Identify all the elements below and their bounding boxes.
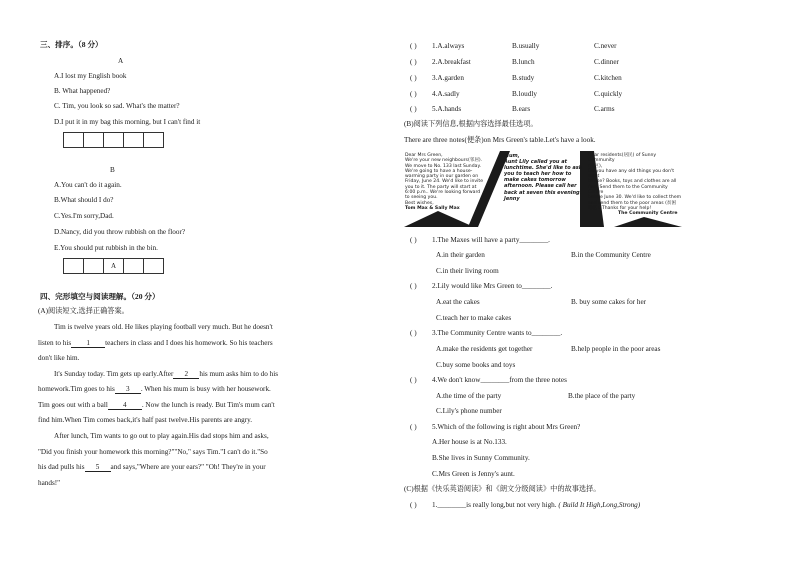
answer-box[interactable] (63, 132, 84, 148)
blank-5[interactable]: 5 (85, 464, 111, 472)
group-a-line: D.I put it in my bag this morning, but I can't find it (54, 118, 201, 126)
passage-line: "Did you finish your homework this morning?""No," says Tim."I can't do it."So (38, 448, 268, 456)
blank-1[interactable]: 1 (71, 340, 105, 348)
note-neighbours: Dear Mrs Green, We're your new neighbours(邻居). We move to No. 133 last Sunday. We're going to have a house- warming party in our garden on Friday, June 24. We'd like to invite you to it. The party will start at 6:00 p.m.. We're looking forward to seeing you. Best wishes, Tom Max & Sally Max (405, 153, 484, 211)
answer-box[interactable] (83, 132, 104, 148)
passage-line: Tim goes out with a ball 4 . Now the lunch is ready. But Tim's mum can't (38, 401, 275, 409)
choice-option[interactable]: C.never (594, 42, 617, 50)
answer-box[interactable] (103, 132, 124, 148)
choice-option[interactable]: C.kitchen (594, 74, 622, 82)
group-b-line: B.What should I do? (54, 196, 114, 204)
section3-title: 三、排序。（8 分） (40, 40, 103, 49)
answer-box[interactable]: A (103, 258, 124, 274)
answer-bracket[interactable]: ( ) (410, 42, 417, 50)
part-c-question: 1.________is really long,but not very high. ( Build It High,Long,Strong) (432, 501, 641, 509)
question-option[interactable]: C.buy some books and toys (436, 361, 516, 369)
question-blank[interactable]: ________ (531, 329, 561, 337)
question-option[interactable]: A.eat the cakes (436, 298, 480, 306)
group-a-line: B. What happened? (54, 87, 111, 95)
answer-box[interactable] (143, 258, 164, 274)
passage-line: After lunch, Tim wants to go out to play again.His dad stops him and asks, (54, 432, 269, 440)
group-a-label: A (118, 57, 124, 65)
passage-line: It's Sunday today. Tim gets up early.After 2 his mum asks him to do his (54, 370, 279, 378)
notes-image (404, 151, 682, 227)
choice-option[interactable]: 1.A.always (432, 42, 465, 50)
choice-option[interactable]: B.study (512, 74, 535, 82)
answer-bracket[interactable]: ( ) (410, 329, 417, 337)
question-option[interactable]: C.Mrs Green is Jenny's aunt. (432, 470, 515, 478)
passage-line: find him.When Tim comes back,it's half past twelve.His parents are angry. (38, 416, 253, 424)
choice-option[interactable]: B.loudly (512, 90, 537, 98)
part-a-instruction: (A)阅读短文,选择正确答案。 (38, 307, 129, 315)
group-b-label: B (110, 166, 115, 174)
question-option[interactable]: B. buy some cakes for her (571, 298, 647, 306)
question-blank[interactable]: ________ (437, 501, 467, 509)
answer-bracket[interactable]: ( ) (410, 105, 417, 113)
group-b-line: D.Nancy, did you throw rubbish on the floor? (54, 228, 186, 236)
question-option[interactable]: C.in their living room (436, 267, 499, 275)
question-option[interactable]: A.Her house is at No.133. (432, 438, 507, 446)
question-option[interactable]: B.She lives in Sunny Community. (432, 454, 530, 462)
question-stem: 2.Lily would like Mrs Green to________. (432, 282, 553, 290)
question-stem: 3.The Community Centre wants to________. (432, 329, 563, 337)
passage-line: homework.Tim goes to his 3 . When his mum is busy with her housework. (38, 385, 271, 393)
section4-title: 四、完形填空与阅读理解。（20 分） (40, 292, 160, 301)
question-option[interactable]: B.help people in the poor areas (571, 345, 661, 353)
answer-bracket[interactable]: ( ) (410, 501, 417, 509)
answer-bracket[interactable]: ( ) (410, 282, 417, 290)
part-b-title: (B)阅读下列信息,根据内容选择最佳选项。 (404, 120, 538, 128)
answer-bracket[interactable]: ( ) (410, 90, 417, 98)
answer-bracket[interactable]: ( ) (410, 74, 417, 82)
answer-box[interactable] (123, 258, 144, 274)
choice-option[interactable]: C.dinner (594, 58, 619, 66)
question-stem: 5.Which of the following is right about Mrs Green? (432, 423, 581, 431)
question-option[interactable]: C.teach her to make cakes (436, 314, 512, 322)
choice-option[interactable]: B.usually (512, 42, 540, 50)
answer-bracket[interactable]: ( ) (410, 58, 417, 66)
group-a-line: C. Tim, you look so sad. What's the matter? (54, 102, 180, 110)
blank-2[interactable]: 2 (173, 371, 199, 379)
book-title-hint: ( Build It High,Long,Strong) (558, 501, 641, 509)
question-stem: 4.We don't know________from the three notes (432, 376, 567, 384)
passage-line: his dad pulls his 5 and says,"Where are your ears?" "Oh! They're in your (38, 463, 266, 471)
question-stem: 1.The Maxes will have a party________. (432, 236, 550, 244)
answer-bracket[interactable]: ( ) (410, 236, 417, 244)
choice-option[interactable]: 5.A.hands (432, 105, 462, 113)
note-jenny: Mum, Aunt Lily called you at lunchtime. She'd like to ask you to teach her how to make cakes tomorrow afternoon. Please call her back at seven this evening. Jenny (504, 153, 583, 202)
group-b-line: E.You should put rubbish in the bin. (54, 244, 158, 252)
question-option[interactable]: B.in the Community Centre (571, 251, 651, 259)
answer-bracket[interactable]: ( ) (410, 376, 417, 384)
part-c-title: (C)根据《快乐英语阅读》和《朗文分级阅读》中的故事选择。 (404, 485, 601, 493)
question-blank[interactable]: ________ (521, 282, 551, 290)
passage-line: don't like him. (38, 354, 80, 362)
question-option[interactable]: A.in their garden (436, 251, 485, 259)
group-b-line: A.You can't do it again. (54, 181, 122, 189)
choice-option[interactable]: 2.A.breakfast (432, 58, 471, 66)
question-option[interactable]: B.the place of the party (568, 392, 636, 400)
choice-option[interactable]: 3.A.garden (432, 74, 464, 82)
choice-option[interactable]: B.lunch (512, 58, 535, 66)
choice-option[interactable]: 4.A.sadly (432, 90, 460, 98)
question-option[interactable]: A.the time of the party (436, 392, 502, 400)
choice-option[interactable]: C.quickly (594, 90, 623, 98)
choice-option[interactable]: C.arms (594, 105, 615, 113)
choice-option[interactable]: B.ears (512, 105, 531, 113)
answer-box[interactable] (143, 132, 164, 148)
question-option[interactable]: C.Lily's phone number (436, 407, 502, 415)
group-b-line: C.Yes.I'm sorry,Dad. (54, 212, 114, 220)
passage-line: listen to his 1 teachers in class and I does his homework. So his teachers (38, 339, 273, 347)
blank-4[interactable]: 4 (108, 402, 142, 410)
group-b-answer-boxes (63, 258, 163, 274)
answer-box[interactable] (123, 132, 144, 148)
question-option[interactable]: A.make the residents get together (436, 345, 533, 353)
part-b-intro: There are three notes(便条)on Mrs Green's table.Let's have a look. (404, 136, 596, 144)
note-community-centre: Dear residents(居民) of Sunny Community (社区), Do you have any old things you don't want to use? Books, toys and clothes are all fine. Send them to the Community Centre before June 30. We'd like to collect them and send them to the poor areas (贫困 地区). Thanks for your help! The Community Centre (588, 153, 682, 217)
group-a-line: A.I lost my English book (54, 72, 127, 80)
group-a-answer-boxes (63, 132, 163, 148)
answer-box[interactable] (83, 258, 104, 274)
question-blank[interactable]: ________ (519, 236, 549, 244)
answer-box[interactable] (63, 258, 84, 274)
passage-line: Tim is twelve years old. He likes playing football very much. But he doesn't (54, 323, 273, 331)
passage-line: hands!" (38, 479, 61, 487)
question-blank[interactable]: ________ (480, 376, 510, 384)
answer-bracket[interactable]: ( ) (410, 423, 417, 431)
blank-3[interactable]: 3 (115, 386, 141, 394)
